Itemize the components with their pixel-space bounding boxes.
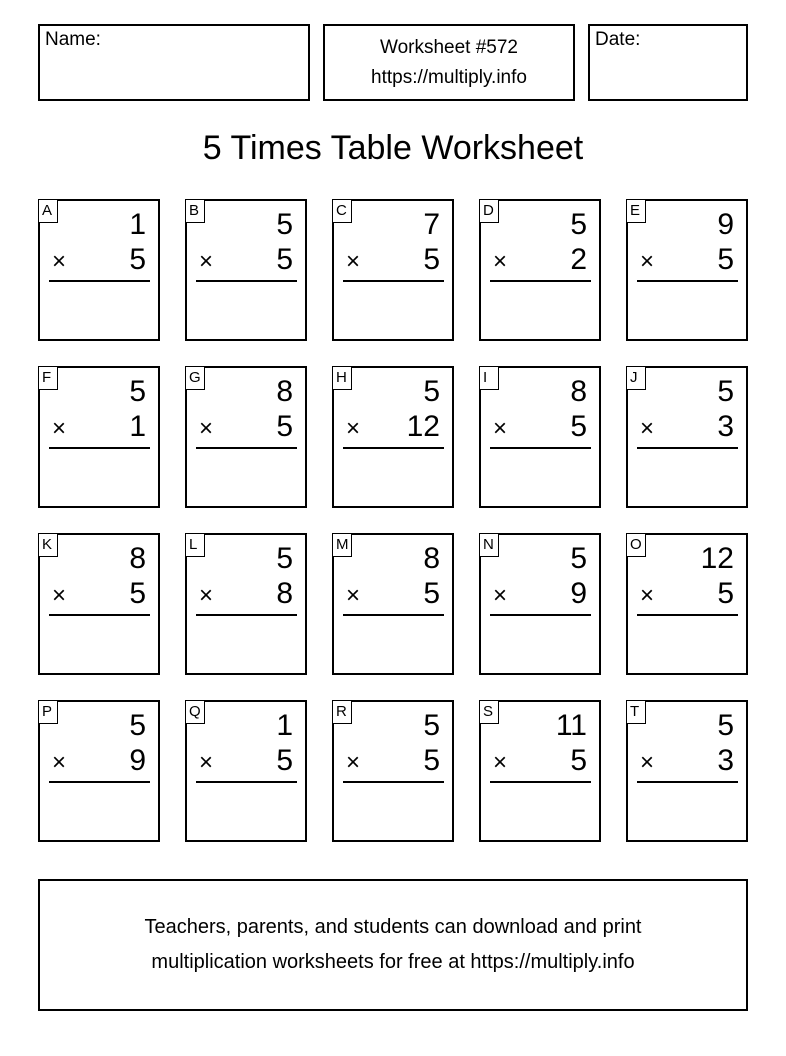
answer-line bbox=[490, 447, 591, 449]
answer-line bbox=[490, 280, 591, 282]
answer-line bbox=[49, 781, 150, 783]
problem-label: D bbox=[479, 199, 499, 223]
problem-top-number: 5 bbox=[717, 375, 734, 408]
problem-card[interactable] bbox=[479, 366, 601, 508]
problem-card[interactable] bbox=[185, 700, 307, 842]
name-label: Name: bbox=[45, 29, 101, 50]
problem-top-number: 1 bbox=[129, 208, 146, 241]
problem-card[interactable] bbox=[332, 700, 454, 842]
problem-label: L bbox=[185, 533, 205, 557]
answer-line bbox=[343, 781, 444, 783]
problem-bottom-number: 5 bbox=[570, 410, 587, 443]
problem-label: B bbox=[185, 199, 205, 223]
date-box[interactable] bbox=[588, 24, 748, 101]
problem-card[interactable] bbox=[626, 533, 748, 675]
problem-bottom-number: 5 bbox=[276, 744, 293, 777]
problem-bottom-number: 5 bbox=[570, 744, 587, 777]
problem-label: T bbox=[626, 700, 646, 724]
multiply-sign: × bbox=[52, 582, 67, 609]
problem-card[interactable] bbox=[185, 366, 307, 508]
answer-line bbox=[49, 280, 150, 282]
problem-card[interactable] bbox=[332, 199, 454, 341]
problem-card[interactable] bbox=[38, 533, 160, 675]
name-box[interactable] bbox=[38, 24, 310, 101]
problem-card[interactable] bbox=[38, 700, 160, 842]
multiply-sign: × bbox=[199, 415, 214, 442]
answer-line bbox=[196, 447, 297, 449]
problem-top-number: 12 bbox=[700, 542, 734, 575]
problem-bottom-number: 9 bbox=[129, 744, 146, 777]
worksheet-number: Worksheet #572 bbox=[379, 36, 518, 58]
problem-top-number: 5 bbox=[570, 542, 587, 575]
problem-bottom-number: 12 bbox=[406, 410, 440, 443]
problem-label: K bbox=[38, 533, 58, 557]
problem-label: P bbox=[38, 700, 58, 724]
problem-bottom-number: 5 bbox=[276, 410, 293, 443]
multiply-sign: × bbox=[346, 415, 361, 442]
problem-label: E bbox=[626, 199, 646, 223]
problem-bottom-number: 5 bbox=[717, 243, 734, 276]
problem-bottom-number: 3 bbox=[717, 410, 734, 443]
problem-top-number: 5 bbox=[423, 709, 440, 742]
answer-line bbox=[49, 447, 150, 449]
problem-card[interactable] bbox=[626, 366, 748, 508]
multiply-sign: × bbox=[52, 415, 67, 442]
problem-label: I bbox=[479, 366, 499, 390]
problem-label: F bbox=[38, 366, 58, 390]
answer-line bbox=[343, 447, 444, 449]
problem-bottom-number: 1 bbox=[129, 410, 146, 443]
answer-line bbox=[343, 614, 444, 616]
problem-card[interactable] bbox=[38, 199, 160, 341]
problem-card[interactable] bbox=[479, 700, 601, 842]
answer-line bbox=[490, 614, 591, 616]
answer-line bbox=[196, 614, 297, 616]
problem-top-number: 5 bbox=[129, 375, 146, 408]
problem-label: C bbox=[332, 199, 352, 223]
answer-line bbox=[196, 781, 297, 783]
problem-top-number: 8 bbox=[570, 375, 587, 408]
answer-line bbox=[637, 447, 738, 449]
problem-top-number: 5 bbox=[717, 709, 734, 742]
problem-label: G bbox=[185, 366, 205, 390]
problem-bottom-number: 5 bbox=[276, 243, 293, 276]
problem-bottom-number: 5 bbox=[129, 577, 146, 610]
problem-bottom-number: 3 bbox=[717, 744, 734, 777]
problem-top-number: 7 bbox=[423, 208, 440, 241]
multiply-sign: × bbox=[346, 582, 361, 609]
multiply-sign: × bbox=[52, 749, 67, 776]
problem-top-number: 11 bbox=[555, 709, 587, 742]
multiply-sign: × bbox=[493, 415, 508, 442]
problem-bottom-number: 2 bbox=[570, 243, 587, 276]
problem-bottom-number: 5 bbox=[423, 744, 440, 777]
problem-bottom-number: 5 bbox=[129, 243, 146, 276]
problem-top-number: 5 bbox=[570, 208, 587, 241]
problem-card[interactable] bbox=[479, 533, 601, 675]
answer-line bbox=[49, 614, 150, 616]
problem-bottom-number: 5 bbox=[423, 577, 440, 610]
problem-top-number: 8 bbox=[423, 542, 440, 575]
problem-label: H bbox=[332, 366, 352, 390]
problem-card[interactable] bbox=[479, 199, 601, 341]
problem-top-number: 8 bbox=[276, 375, 293, 408]
date-label: Date: bbox=[595, 29, 641, 50]
multiply-sign: × bbox=[199, 749, 214, 776]
page-title: 5 Times Table Worksheet bbox=[202, 129, 584, 167]
problem-bottom-number: 5 bbox=[423, 243, 440, 276]
problem-card[interactable] bbox=[38, 366, 160, 508]
multiply-sign: × bbox=[199, 582, 214, 609]
problem-top-number: 8 bbox=[129, 542, 146, 575]
answer-line bbox=[637, 614, 738, 616]
worksheet-info-box bbox=[323, 24, 575, 101]
problem-top-number: 5 bbox=[276, 208, 293, 241]
footer-line-2: multiplication worksheets for free at https://multiply.info bbox=[151, 951, 635, 973]
problem-card[interactable] bbox=[185, 199, 307, 341]
answer-line bbox=[490, 781, 591, 783]
problem-top-number: 5 bbox=[423, 375, 440, 408]
multiply-sign: × bbox=[640, 749, 655, 776]
answer-line bbox=[637, 781, 738, 783]
problem-top-number: 5 bbox=[276, 542, 293, 575]
problem-bottom-number: 5 bbox=[717, 577, 734, 610]
multiply-sign: × bbox=[346, 248, 361, 275]
problem-label: O bbox=[626, 533, 646, 557]
multiply-sign: × bbox=[493, 248, 508, 275]
multiply-sign: × bbox=[493, 749, 508, 776]
problem-card[interactable] bbox=[626, 700, 748, 842]
multiply-sign: × bbox=[640, 582, 655, 609]
problem-top-number: 9 bbox=[717, 208, 734, 241]
footer-box bbox=[38, 879, 748, 1011]
multiply-sign: × bbox=[199, 248, 214, 275]
problem-card[interactable] bbox=[185, 533, 307, 675]
problem-bottom-number: 8 bbox=[276, 577, 293, 610]
problem-top-number: 5 bbox=[129, 709, 146, 742]
website-link[interactable]: https://multiply.info bbox=[371, 66, 527, 88]
problem-label: A bbox=[38, 199, 58, 223]
problem-card[interactable] bbox=[626, 199, 748, 341]
problem-label: Q bbox=[185, 700, 205, 724]
multiply-sign: × bbox=[52, 248, 67, 275]
problem-bottom-number: 9 bbox=[570, 577, 587, 610]
footer-line-1: Teachers, parents, and students can download and print bbox=[144, 916, 642, 938]
problem-card[interactable] bbox=[332, 366, 454, 508]
problem-card[interactable] bbox=[332, 533, 454, 675]
problem-label: R bbox=[332, 700, 352, 724]
answer-line bbox=[637, 280, 738, 282]
problem-label: N bbox=[479, 533, 499, 557]
answer-line bbox=[196, 280, 297, 282]
problem-top-number: 1 bbox=[276, 709, 293, 742]
multiply-sign: × bbox=[640, 415, 655, 442]
multiply-sign: × bbox=[640, 248, 655, 275]
problem-label: S bbox=[479, 700, 499, 724]
problem-label: M bbox=[332, 533, 352, 557]
answer-line bbox=[343, 280, 444, 282]
multiply-sign: × bbox=[493, 582, 508, 609]
problem-label: J bbox=[626, 366, 646, 390]
multiply-sign: × bbox=[346, 749, 361, 776]
